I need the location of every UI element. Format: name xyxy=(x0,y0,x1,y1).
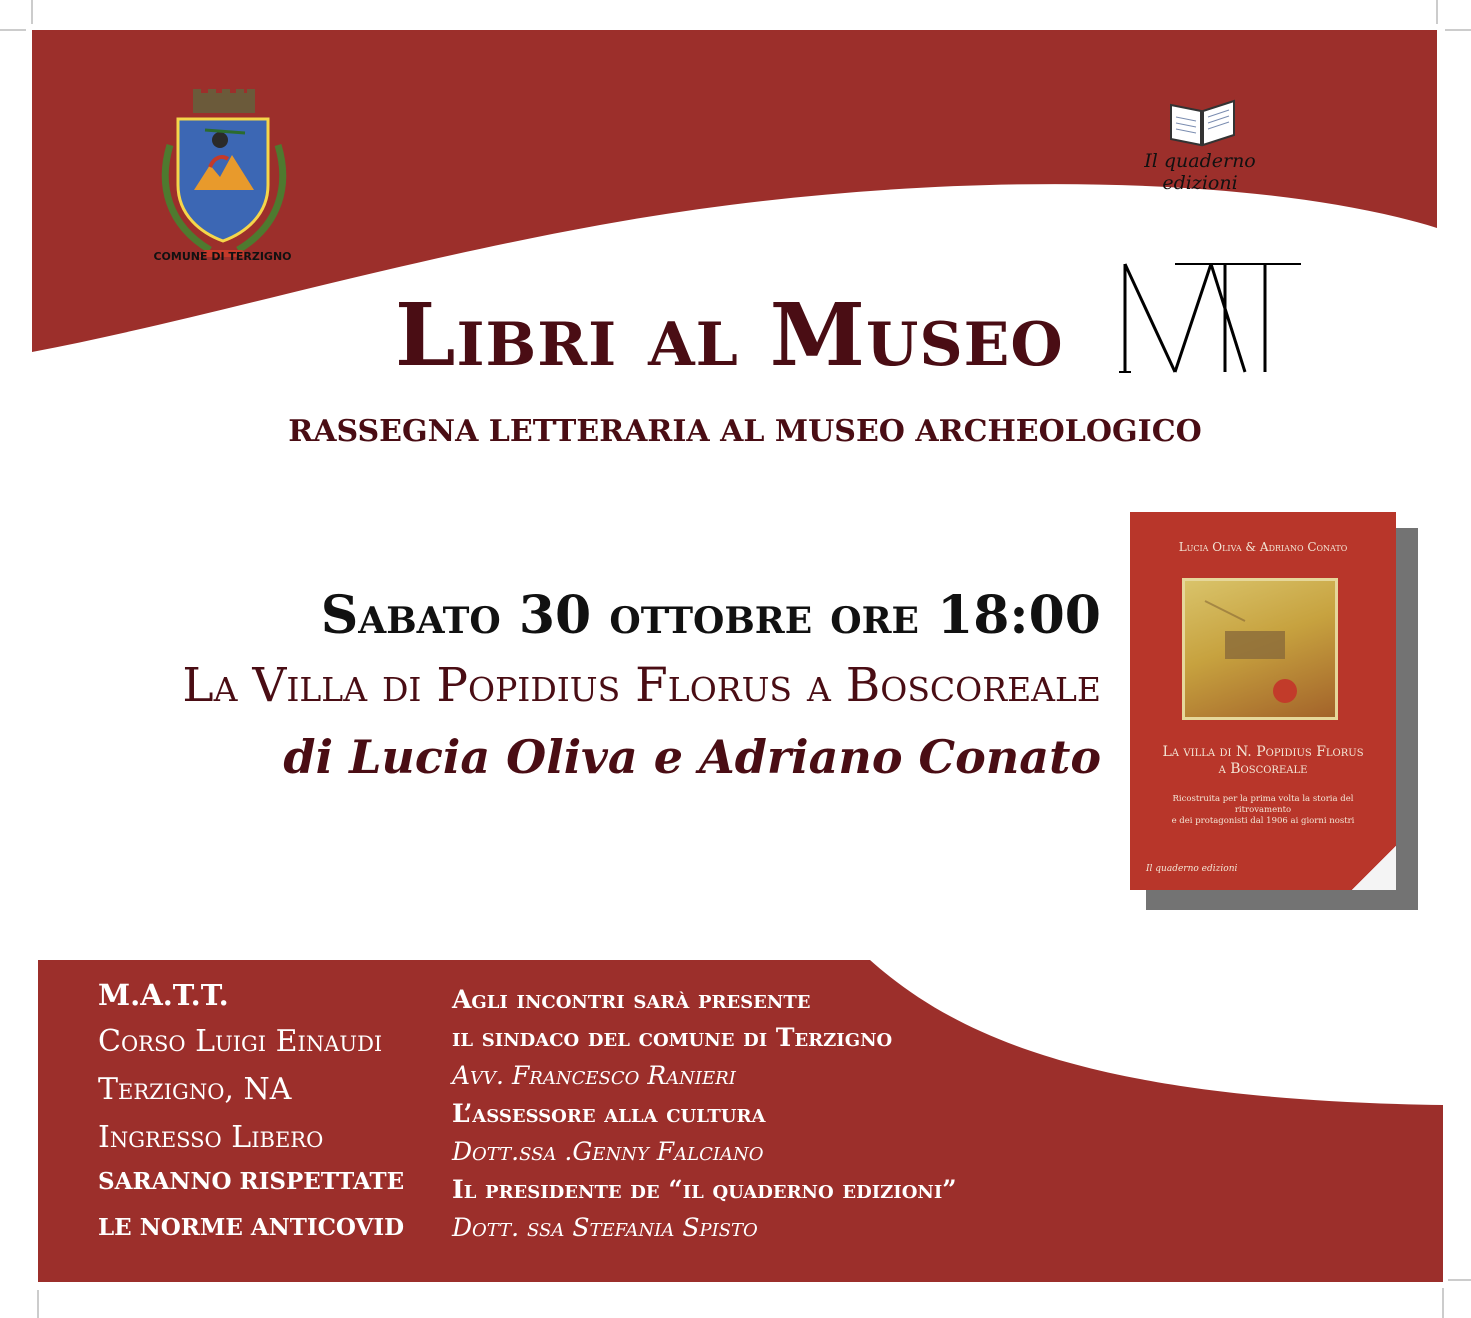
coat-of-arms-logo xyxy=(150,85,300,265)
guest-name-2: Dott.ssa .Genny Falciano xyxy=(452,1137,764,1166)
book-cover-desc-line1: Ricostruita per la prima volta la storia del ritrovamento xyxy=(1172,794,1354,815)
guests-info xyxy=(452,985,1052,1251)
covid-notice-1: SARANNO RISPETTATE xyxy=(98,1168,405,1195)
book-cover xyxy=(1130,512,1396,890)
book-cover-authors: Lucia Oliva & Adriano Conato xyxy=(1178,540,1348,554)
guest-name-1: Avv. Francesco Ranieri xyxy=(452,1061,736,1090)
venue-info xyxy=(98,978,438,1260)
fresco-art xyxy=(1185,581,1335,717)
publisher-label: Il quaderno edizioni xyxy=(1144,150,1256,194)
guest-role-3: Il presidente de “il quaderno edizioni” xyxy=(452,1175,957,1204)
book-cover-title xyxy=(1140,744,1386,778)
venue-city: Terzigno, NA xyxy=(98,1072,292,1107)
page-curl xyxy=(1352,846,1396,890)
subtitle: RASSEGNA LETTERARIA AL MUSEO ARCHEOLOGICO xyxy=(288,414,1202,449)
book-authors: di Lucia Oliva e Adriano Conato xyxy=(283,730,1101,784)
guest-role-2: L’assessore alla cultura xyxy=(452,1099,766,1128)
matt-logo xyxy=(1115,258,1305,378)
book-title: La Villa di Popidius Florus a Boscoreale xyxy=(182,658,1101,713)
venue-entry: Ingresso Libero xyxy=(98,1120,324,1155)
guests-intro: Agli incontri sarà presente xyxy=(452,985,811,1014)
book-cover-description xyxy=(1150,794,1376,827)
covid-notice-2: LE NORME ANTICOVID xyxy=(98,1214,405,1241)
book-cover-publisher: Il quaderno edizioni xyxy=(1146,864,1238,874)
comune-label: COMUNE DI TERZIGNO xyxy=(153,250,292,263)
venue-name: M.A.T.T. xyxy=(98,978,229,1012)
book-cover-desc-line2: e dei protagonisti dal 1906 ai giorni nostri xyxy=(1171,816,1355,826)
book-cover-title-line2: a Boscoreale xyxy=(1218,761,1308,777)
guest-name-3: Dott. ssa Stefania Spisto xyxy=(452,1213,758,1242)
fresco-image xyxy=(1182,578,1338,720)
event-date: Sabato 30 ottobre ore 18:00 xyxy=(320,585,1101,646)
venue-street: Corso Luigi Einaudi xyxy=(98,1024,383,1059)
main-title: Libri al Museo xyxy=(395,285,1064,386)
guest-role-1: il sindaco del comune di Terzigno xyxy=(452,1023,893,1052)
book-cover-title-line1: La villa di N. Popidius Florus xyxy=(1162,744,1364,760)
open-book-icon xyxy=(1165,95,1240,150)
